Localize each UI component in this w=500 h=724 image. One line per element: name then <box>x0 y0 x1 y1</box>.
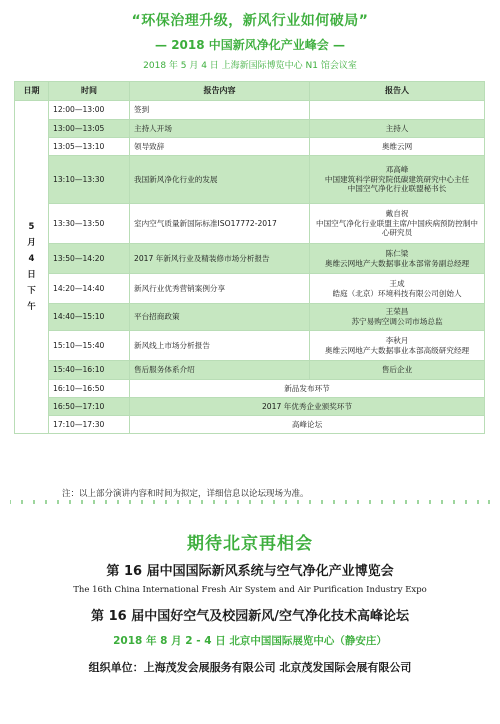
speaker-cell: 售后企业 <box>310 361 485 380</box>
footnote: 注：以上部分演讲内容和时间为拟定，详细信息以论坛现场为准。 <box>62 489 309 499</box>
column-header-speaker: 报告人 <box>310 82 485 101</box>
speaker-cell: 王荣昌 苏宁易购空调公司市场总监 <box>310 304 485 331</box>
time-cell: 16:50—17:10 <box>49 398 130 416</box>
column-header-date: 日期 <box>15 82 49 101</box>
column-header-time: 时间 <box>49 82 130 101</box>
speaker-cell: 奥维云网 <box>310 138 485 156</box>
time-cell: 15:10—15:40 <box>49 331 130 361</box>
table-row <box>15 416 485 434</box>
day-char: 5 <box>28 221 35 232</box>
table-row <box>15 138 485 156</box>
topic-cell: 主持人开场 <box>130 120 310 138</box>
expo-name-cn: 第 16 届中国国际新风系统与空气净化产业博览会 <box>106 564 394 579</box>
expo-date-venue: 2018 年 8 月 2 - 4 日 北京中国国际展览中心（静安庄） <box>113 635 387 647</box>
table-row <box>15 380 485 398</box>
table-row <box>15 101 485 120</box>
session-cell: 高峰论坛 <box>130 416 485 434</box>
day-cell <box>15 101 49 434</box>
document-title: “环保治理升级，新风行业如何破局” <box>131 13 369 29</box>
day-char: 4 <box>28 253 35 264</box>
session-cell: 新品发布环节 <box>130 380 485 398</box>
table-row <box>15 120 485 138</box>
table-row <box>15 274 485 304</box>
table-row <box>15 244 485 274</box>
table-row <box>15 204 485 244</box>
day-char: 月 <box>27 237 36 248</box>
table-row <box>15 156 485 204</box>
organizer-line: 组织单位：上海茂发会展服务有限公司 北京茂发国际会展有限公司 <box>88 661 412 674</box>
speaker-cell: 王成 皓庭（北京）环境科技有限公司创始人 <box>310 274 485 304</box>
agenda-table <box>14 81 485 434</box>
time-cell: 13:05—13:10 <box>49 138 130 156</box>
speaker-cell: 主持人 <box>310 120 485 138</box>
topic-cell: 领导致辞 <box>130 138 310 156</box>
time-cell: 14:40—15:10 <box>49 304 130 331</box>
day-char: 下 <box>27 286 36 297</box>
summit-subtitle: — 2018 中国新风净化产业峰会 — <box>155 38 345 52</box>
topic-cell: 2017 年新风行业及精装修市场分析报告 <box>130 244 310 274</box>
topic-cell: 我国新风净化行业的发展 <box>130 156 310 204</box>
column-header-topic: 报告内容 <box>130 82 310 101</box>
time-cell: 13:10—13:30 <box>49 156 130 204</box>
expo-name-en: The 16th China International Fresh Air System and Air Purification Industry Expo <box>73 585 427 595</box>
table-row <box>15 304 485 331</box>
topic-cell: 平台招商政策 <box>130 304 310 331</box>
topic-cell: 售后服务体系介绍 <box>130 361 310 380</box>
topic-cell: 新风线上市场分析报告 <box>130 331 310 361</box>
time-cell: 13:50—14:20 <box>49 244 130 274</box>
speaker-cell: 李秋月 奥维云网地产大数据事业本部高级研究经理 <box>310 331 485 361</box>
topic-cell: 签到 <box>130 101 310 120</box>
session-cell: 2017 年优秀企业颁奖环节 <box>130 398 485 416</box>
time-cell: 13:00—13:05 <box>49 120 130 138</box>
table-row <box>15 331 485 361</box>
forum-name-cn: 第 16 届中国好空气及校园新风/空气净化技术高峰论坛 <box>91 609 409 624</box>
time-cell: 13:30—13:50 <box>49 204 130 244</box>
decorative-tick-divider <box>10 500 490 504</box>
time-cell: 16:10—16:50 <box>49 380 130 398</box>
day-char: 午 <box>27 302 36 313</box>
date-venue-line: 2018 年 5 月 4 日 上海新国际博览中心 N1 馆会议室 <box>143 61 357 71</box>
time-cell: 14:20—14:40 <box>49 274 130 304</box>
time-cell: 17:10—17:30 <box>49 416 130 434</box>
table-row <box>15 361 485 380</box>
speaker-cell <box>310 101 485 120</box>
table-header-row <box>15 82 485 101</box>
topic-cell: 新风行业优秀营销案例分享 <box>130 274 310 304</box>
table-row <box>15 398 485 416</box>
speaker-cell: 邓高峰 中国建筑科学研究院低碳建筑研究中心主任 中国空气净化行业联盟秘书长 <box>310 156 485 204</box>
speaker-cell: 陈仁梁 奥维云网地产大数据事业本部常务副总经理 <box>310 244 485 274</box>
time-cell: 12:00—13:00 <box>49 101 130 120</box>
promo-title: 期待北京再相会 <box>187 534 313 554</box>
time-cell: 15:40—16:10 <box>49 361 130 380</box>
topic-cell: 室内空气质量新国际标准ISO17772-2017 <box>130 204 310 244</box>
day-char: 日 <box>27 270 36 280</box>
speaker-cell: 戴自祝 中国空气净化行业联盟主席/中国疾病预防控制中心研究员 <box>310 204 485 244</box>
